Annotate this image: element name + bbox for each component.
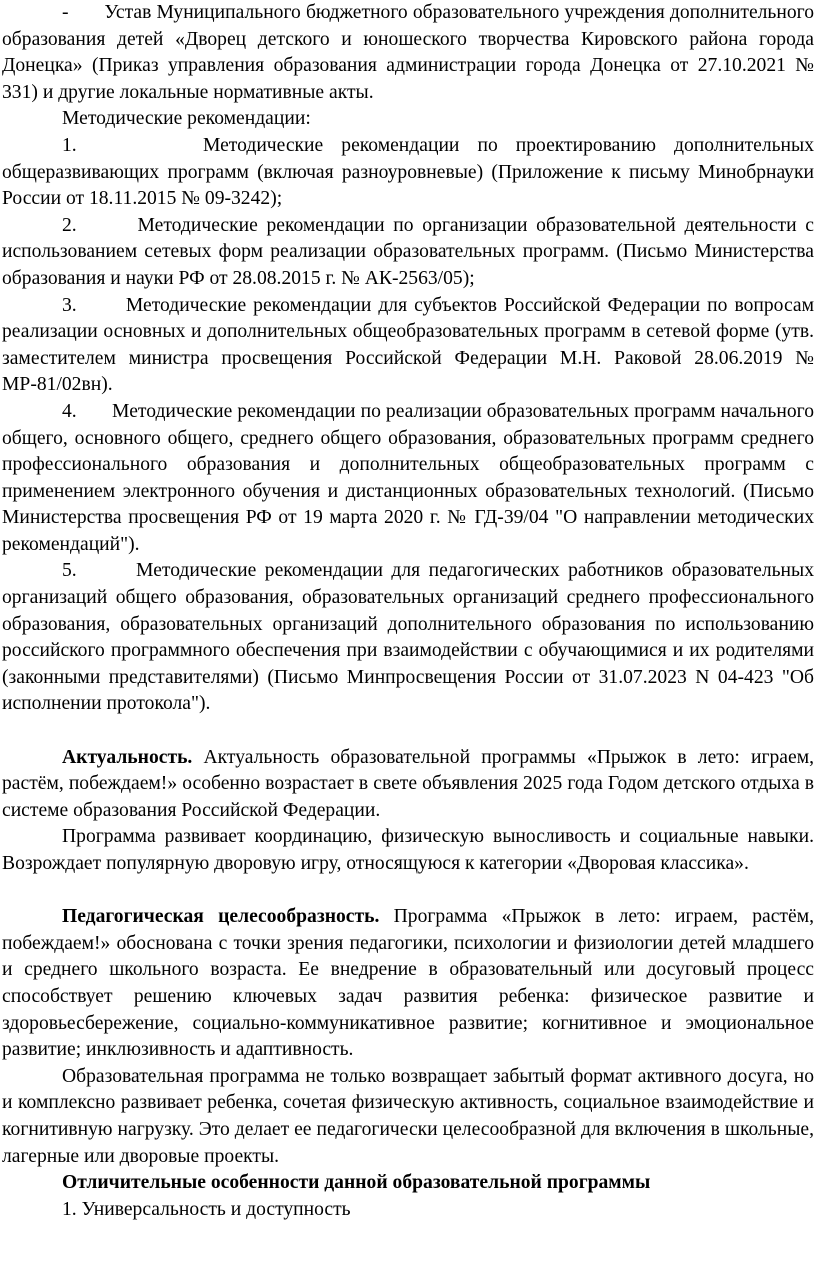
charter-paragraph: - Устав Муниципального бюджетного образовательного учреждения дополнительного образования детей «Дворец детского и юношеского творчества Кировского района города Донецка» (Приказ управления образования администрации города Донецка от 27.10.2021 № 331) и другие локальные нормативные акты.: [2, 2, 814, 103]
features-item-1: 1. Универсальность и доступность: [62, 1198, 351, 1220]
recommendation-5: 5. Методические рекомендации для педагогических работников образовательных организаций общего образования, образовательных организаций среднего профессионального образования, образовательных организаций дополнительного образования по использованию российского программного обеспечения при взаимодействии с обучающимися и их родителями (законными представителями) (Письмо Минпросвещения России от 31.07.2023 N 04-423 "Об исполнении протокола").: [2, 560, 814, 715]
pedagogy-text: Программа «Прыжок в лето: играем, растём, побеждаем!» обоснована с точки зрения педагогики, психологии и физиологии детей младшего и среднего школьного возраста. Ее внедрение в образовательный или досуговый процесс способствует решению ключевых задач развития ребенка: физическое развитие и здоровьесбережение, социально-коммуникативное развитие; когнитивное и эмоциональное развитие; инклюзивность и адаптивность.: [2, 906, 814, 1061]
relevance-paragraph-2: Программа развивает координацию, физическую выносливость и социальные навыки. Возрождает популярную дворовую игру, относящуюся к категории «Дворовая классика».: [2, 826, 814, 874]
recommendation-2: 2. Методические рекомендации по организации образовательной деятельности с использованием сетевых форм реализации образовательных программ. (Письмо Министерства образования и науки РФ от 28.08.2015 г. № АК-2563/05);: [2, 214, 814, 289]
pedagogy-paragraph: [2, 904, 814, 1064]
relevance-text: Актуальность образовательной программы «Прыжок в лето: играем, растём, побеждаем!» особенно возрастает в свете объявления 2025 года Годом детского отдыха в системе образования Российской Федерации.: [2, 746, 814, 821]
recommendations-title: Методические рекомендации:: [62, 108, 311, 130]
recommendation-3: 3. Методические рекомендации для субъектов Российской Федерации по вопросам реализации основных и дополнительных общеобразовательных программ в сетевой форме (утв. заместителем министра просвещения Российской Федерации М.Н. Раковой 28.06.2019 № МР-81/02вн).: [2, 294, 814, 396]
recommendation-4: 4. Методические рекомендации по реализации образовательных программ начального общего, основного общего, среднего общего образования, образовательных программ среднего профессионального образования и дополнительных общеобразовательных программ с применением электронного обучения и дистанционных образовательных технологий. (Письмо Министерства просвещения РФ от 19 марта 2020 г. № ГД-39/04 "О направлении методических рекомендаций").: [2, 400, 814, 555]
pedagogy-paragraph-2: Образовательная программа не только возвращает забытый формат активного досуга, но и комплексно развивает ребенка, сочетая физическую активность, социальное взаимодействие и когнитивную нагрузку. Это делает ее педагогически целесообразной для включения в школьные, лагерные или дворовые проекты.: [2, 1065, 814, 1167]
relevance-paragraph: [2, 745, 814, 825]
relevance-heading: Актуальность.: [62, 746, 193, 768]
recommendation-1: 1. Методические рекомендации по проектированию дополнительных общеразвивающих программ (включая разноуровневые) (Приложение к письму Минобрнауки России от 18.11.2015 № 09-3242);: [2, 134, 814, 210]
features-heading: Отличительные особенности данной образовательной программы: [62, 1172, 651, 1194]
pedagogy-heading: Педагогическая целесообразность.: [62, 906, 380, 928]
